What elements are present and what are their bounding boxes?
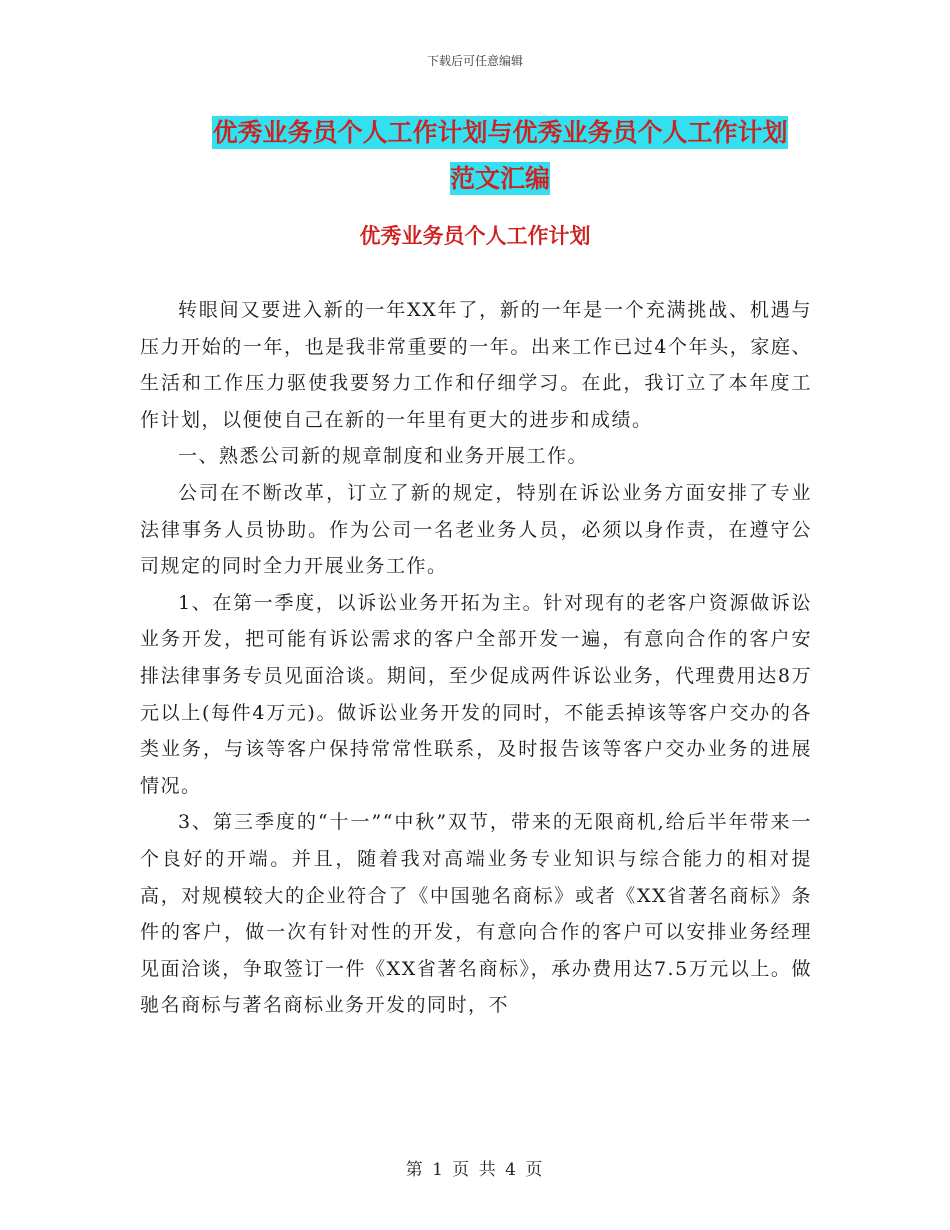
page-header-note: 下载后可任意编辑 xyxy=(426,54,523,68)
paragraph: 一、熟悉公司新的规章制度和业务开展工作。 xyxy=(178,445,589,468)
paragraph: 3、第三季度的“十一”“中秋”双节，带来的无限商机,给后半年带来一个良好的开端。并且，随着我对高端业务专业知识与综合能力的相对提高，对规模较大的企业符合了《中国驰名商标》或者《XX省著名商标》条件的客户，做一次有针对性的开发，有意向合作的客户可以安排业务经理见面洽谈，争取签订一件《XX省著名商标》，承办费用达7.5万元以上。做驰名商标与著名商标业务开发的同时，不 xyxy=(140,811,812,1017)
document-title-line-2: 范文汇编 xyxy=(449,164,550,193)
document-title xyxy=(150,110,850,202)
document-body xyxy=(140,292,812,1024)
section-title: 优秀业务员个人工作计划 xyxy=(359,224,591,248)
paragraph: 公司在不断改革，订立了新的规定，特别在诉讼业务方面安排了专业法律事务人员协助。作为公司一名老业务人员，必须以身作责，在遵守公司规定的同时全力开展业务工作。 xyxy=(140,481,812,578)
paragraph: 1、在第一季度，以诉讼业务开拓为主。针对现有的老客户资源做诉讼业务开发，把可能有诉讼需求的客户全部开发一遍，有意向合作的客户安排法律事务专员见面洽谈。期间，至少促成两件诉讼业务，代理费用达8万元以上(每件4万元)。做诉讼业务开发的同时，不能丢掉该等客户交办的各类业务，与该等客户保持常常性联系，及时报告该等客户交办业务的进展情况。 xyxy=(140,591,812,797)
page-footer: 第 1 页 共 4 页 xyxy=(405,1160,545,1180)
paragraph: 转眼间又要进入新的一年XX年了，新的一年是一个充满挑战、机遇与压力开始的一年，也是我非常重要的一年。出来工作已过4个年头，家庭、生活和工作压力驱使我要努力工作和仔细学习。在此，我订立了本年度工作计划，以便使自己在新的一年里有更大的进步和成绩。 xyxy=(140,299,812,431)
document-title-line-1: 优秀业务员个人工作计划与优秀业务员个人工作计划 xyxy=(212,118,788,147)
